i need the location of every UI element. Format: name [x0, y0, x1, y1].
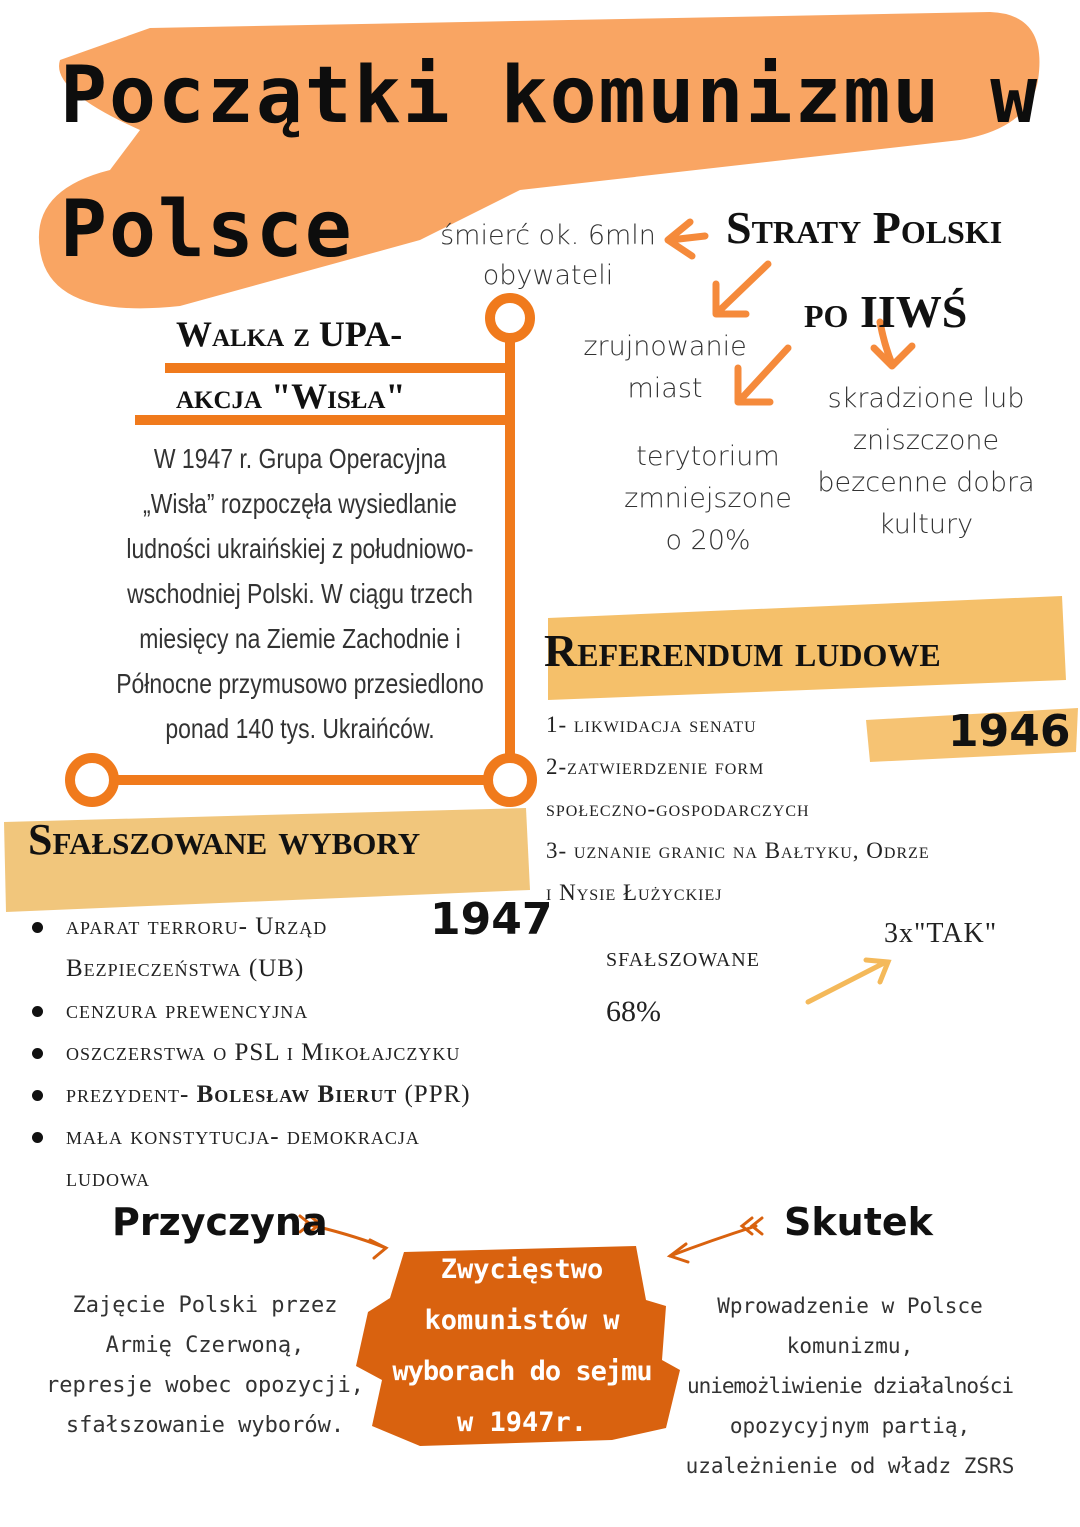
loss-culture-line3: bezcenne dobra [817, 467, 1035, 498]
upa-body [103, 436, 497, 751]
timeline-node-top [490, 298, 530, 338]
center-line: komunistów w [424, 1305, 620, 1336]
loss-culture-line2: zniszczone [852, 425, 1000, 456]
referendum-point: i Nysie Łużyckiej [546, 880, 723, 905]
loss-cities-line1: zrujnowanie [583, 331, 747, 362]
elections-item: cenzura prewencyjna [28, 990, 568, 1032]
loss-death [432, 216, 664, 296]
arrow-left-icon [668, 222, 705, 256]
loss-culture-line1: skradzione lub [827, 383, 1025, 414]
loss-territory-line3: o 20% [665, 525, 751, 556]
referendum-points [546, 704, 1066, 914]
loss-territory-line1: terytorium [636, 441, 780, 472]
effect-line: uzależnienie od władz ZSRS [685, 1454, 1015, 1478]
losses-heading-line1: Straty Polski [726, 202, 1003, 253]
elections-item: aparat terroru- Urząd [28, 906, 568, 948]
referendum-falsified-value: 68% [606, 995, 661, 1028]
upa-body-line: ludności ukraińskiej z południowo- [126, 533, 474, 564]
cause-line: sfałszowanie wyborów. [65, 1413, 345, 1438]
referendum-heading: Referendum ludowe [544, 625, 941, 676]
page-title-line2: Polsce [60, 185, 354, 275]
timeline-node-left [70, 758, 114, 802]
referendum-point: 3- uznanie granic na Bałtyku, Odrze [546, 838, 930, 863]
loss-death-line2: obywateli [482, 260, 614, 291]
effect-line: Wprowadzenie w Polsce [717, 1294, 983, 1318]
center-result [372, 1244, 672, 1448]
effect-arrow-icon [670, 1218, 762, 1262]
elections-heading: Sfałszowane wybory [28, 815, 421, 864]
cause-line: Armię Czerwoną, [105, 1333, 305, 1358]
elections-year: 1947 [430, 894, 553, 945]
result-arrow-icon [808, 960, 888, 1002]
elections-item-president [28, 1074, 568, 1116]
referendum-point: 2-zatwierdzenie form [546, 754, 765, 779]
referendum-point: społeczno-gospodarczych [546, 796, 810, 821]
effect-label: Skutek [784, 1200, 933, 1244]
referendum-year: 1946 [948, 706, 1071, 757]
cause-label: Przyczyna [112, 1200, 328, 1244]
upa-heading-line1: Walka z UPA- [176, 314, 403, 354]
upa-heading-line2: akcja "Wisła" [176, 376, 406, 416]
president-name: Bolesław Bierut [196, 1081, 398, 1108]
effect-line: opozycyjnym partią, [729, 1414, 971, 1438]
effect-text [668, 1286, 1032, 1486]
referendum-falsified-label: sfałszowane [606, 942, 760, 973]
loss-death-line1: śmierć ok. 6mln [440, 220, 656, 251]
upa-body-line: ponad 140 tys. Ukraińców. [165, 713, 435, 744]
elections-list [28, 906, 568, 1200]
elections-item: mała konstytucja- demokracja [28, 1116, 568, 1158]
center-line: Zwycięstwo [440, 1254, 604, 1285]
loss-cities [570, 326, 760, 410]
loss-territory [610, 436, 806, 562]
loss-culture [806, 378, 1046, 546]
elections-item-continuation: Bezpieczeństwa (UB) [66, 955, 305, 982]
referendum-result: 3x"TAK" [884, 918, 998, 949]
cause-text [40, 1286, 370, 1446]
elections-item: oszczerstwa o PSL i Mikołajczyku [28, 1032, 568, 1074]
upa-body-line: Północne przymusowo przesiedlono [116, 668, 484, 699]
loss-cities-line2: miast [627, 373, 703, 404]
arrow-down-left-icon [716, 264, 768, 314]
center-line: w 1947r. [456, 1407, 588, 1438]
upa-body-line: „Wisła” rozpoczęła wysiedlanie [143, 488, 457, 519]
referendum-point: 1- likwidacja senatu [546, 712, 757, 737]
president-prefix: prezydent- [66, 1081, 197, 1108]
upa-body-line: wschodniej Polski. W ciągu trzech [127, 578, 473, 609]
upa-body-line: miesięcy na Ziemie Zachodnie i [139, 623, 461, 654]
page-title-line1: Początki komunizmu w [60, 51, 1040, 141]
cause-line: Zajęcie Polski przez [72, 1293, 338, 1318]
effect-line: komunizmu, [786, 1334, 914, 1358]
cause-line: represje wobec opozycji, [46, 1373, 364, 1398]
president-party: (PPR) [397, 1081, 471, 1108]
loss-culture-line4: kultury [878, 509, 974, 540]
effect-line: uniemożliwienie działalności [686, 1374, 1013, 1398]
center-line: wyborach do sejmu [392, 1356, 652, 1387]
losses-heading-line2: po IIWŚ [804, 286, 968, 337]
timeline-node-right [488, 758, 532, 802]
loss-territory-line2: zmniejszone [624, 483, 792, 514]
upa-body-line: W 1947 r. Grupa Operacyjna [153, 443, 447, 474]
elections-item-continuation: ludowa [66, 1165, 150, 1192]
